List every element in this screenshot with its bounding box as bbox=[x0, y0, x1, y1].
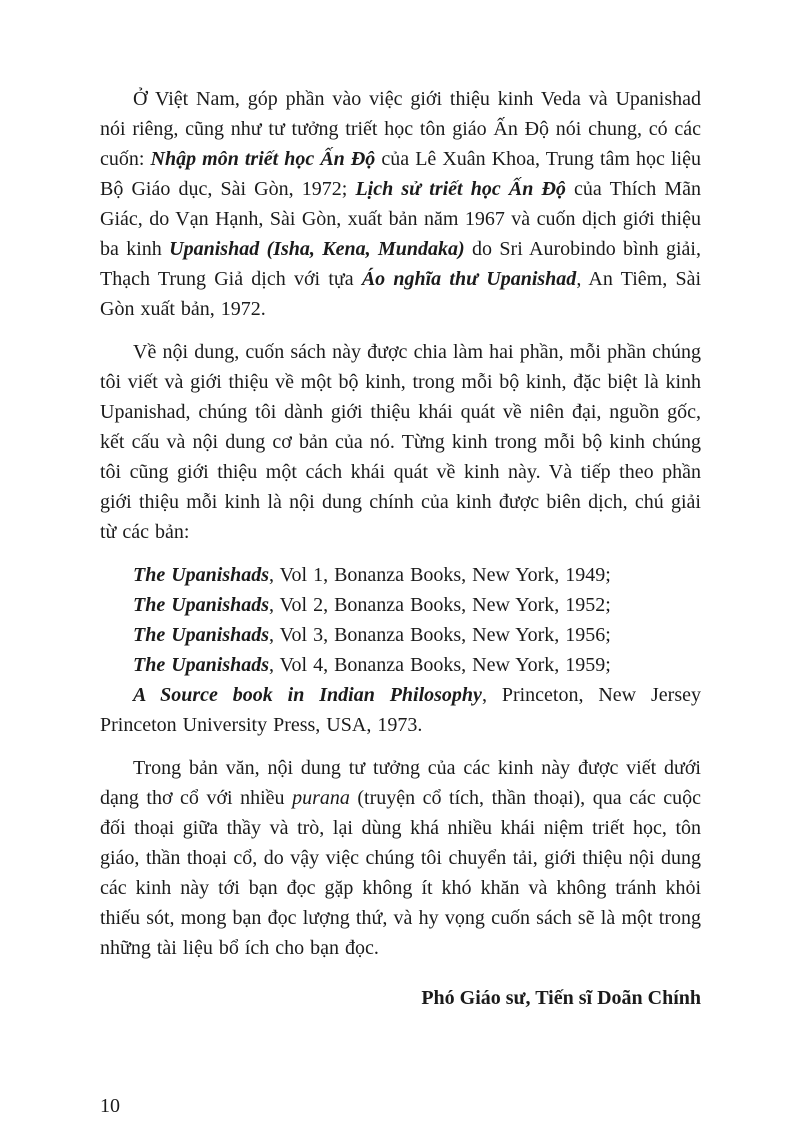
text-run: (truyện cổ tích, thần thoại), qua các cuộc đối thoại giữa thầy và trò, lại dùng khá nhiều khái niệm triết học, tôn giáo, thần thoại cổ, do vậy việc chúng tôi chuyển tải, giới thiệu nội dung các kinh này tới bạn đọc gặp không ít khó khăn và không tránh khỏi thiếu sót, mong bạn đọc lượng thứ, và hy vọng cuốn sách sẽ là một trong những tài liệu bổ ích cho bạn đọc. bbox=[100, 787, 701, 959]
text-run: A Source book in Indian Philosophy bbox=[133, 684, 482, 706]
text-run: Áo nghĩa thư Upanishad bbox=[361, 268, 577, 290]
text-run: Upanishad (Isha, Kena, Mundaka) bbox=[169, 238, 465, 260]
text-run: The Upanishads bbox=[133, 654, 270, 676]
text-run: của Lê Xuân Khoa, Trung tâm học liệu Bộ Giáo dục, Sài Gòn, 1972; bbox=[100, 148, 701, 200]
page-number: 10 bbox=[100, 1095, 120, 1117]
text-run: , Vol 2, Bonanza Books, New York, 1952; bbox=[269, 594, 611, 616]
text-run: purana bbox=[292, 787, 350, 809]
paragraph-intro bbox=[100, 84, 701, 324]
text-run: , Vol 1, Bonanza Books, New York, 1949; bbox=[269, 564, 611, 586]
paragraph-structure bbox=[100, 337, 701, 547]
text-run: , Vol 4, Bonanza Books, New York, 1959; bbox=[269, 654, 611, 676]
text-run: Nhập môn triết học Ấn Độ bbox=[150, 148, 376, 170]
book-list-item-4 bbox=[100, 650, 701, 680]
text-run: Trong bản văn, nội dung tư tưởng của các kinh này được viết dưới dạng thơ cổ với nhiều bbox=[100, 757, 701, 809]
text-run: , An Tiêm, Sài Gòn xuất bản, 1972. bbox=[100, 268, 702, 320]
paragraph-closing bbox=[100, 753, 701, 963]
text-run: Lịch sử triết học Ấn Độ bbox=[355, 178, 566, 200]
book-list-item-5 bbox=[100, 680, 701, 740]
book-list-item-1 bbox=[100, 560, 701, 590]
book-list-item-3 bbox=[100, 620, 701, 650]
text-run: The Upanishads bbox=[133, 624, 270, 646]
text-run: do Sri Aurobindo bình giải, Thạch Trung Giả dịch với tựa bbox=[100, 238, 701, 290]
text-run: của Thích Mãn Giác, do Vạn Hạnh, Sài Gòn, xuất bản năm 1967 và cuốn dịch giới thiệu ba kinh bbox=[100, 178, 702, 260]
text-run: , Princeton, New Jersey Princeton University Press, USA, 1973. bbox=[100, 684, 701, 736]
text-run: The Upanishads bbox=[133, 564, 270, 586]
text-run: Ở Việt Nam, góp phần vào việc giới thiệu kinh Veda và Upanishad nói riêng, cũng như tư tưởng triết học tôn giáo Ấn Độ nói chung, có các cuốn: bbox=[100, 88, 701, 170]
book-list-item-2 bbox=[100, 590, 701, 620]
text-run: , Vol 3, Bonanza Books, New York, 1956; bbox=[269, 624, 611, 646]
author-signature: Phó Giáo sư, Tiến sĩ Doãn Chính bbox=[421, 987, 701, 1009]
text-run: The Upanishads bbox=[133, 594, 270, 616]
text-run: Về nội dung, cuốn sách này được chia làm hai phần, mỗi phần chúng tôi viết và giới thiệu về một bộ kinh, trong mỗi bộ kinh, đặc biệt là kinh Upanishad, chúng tôi dành giới thiệu khái quát về niên đại, nguồn gốc, kết cấu và nội dung cơ bản của nó. Từng kinh trong mỗi bộ kinh chúng tôi cũng giới thiệu một cách khái quát về kinh này. Và tiếp theo phần giới thiệu mỗi kinh là nội dung chính của kinh được biên dịch, chú giải từ các bản: bbox=[100, 341, 701, 543]
